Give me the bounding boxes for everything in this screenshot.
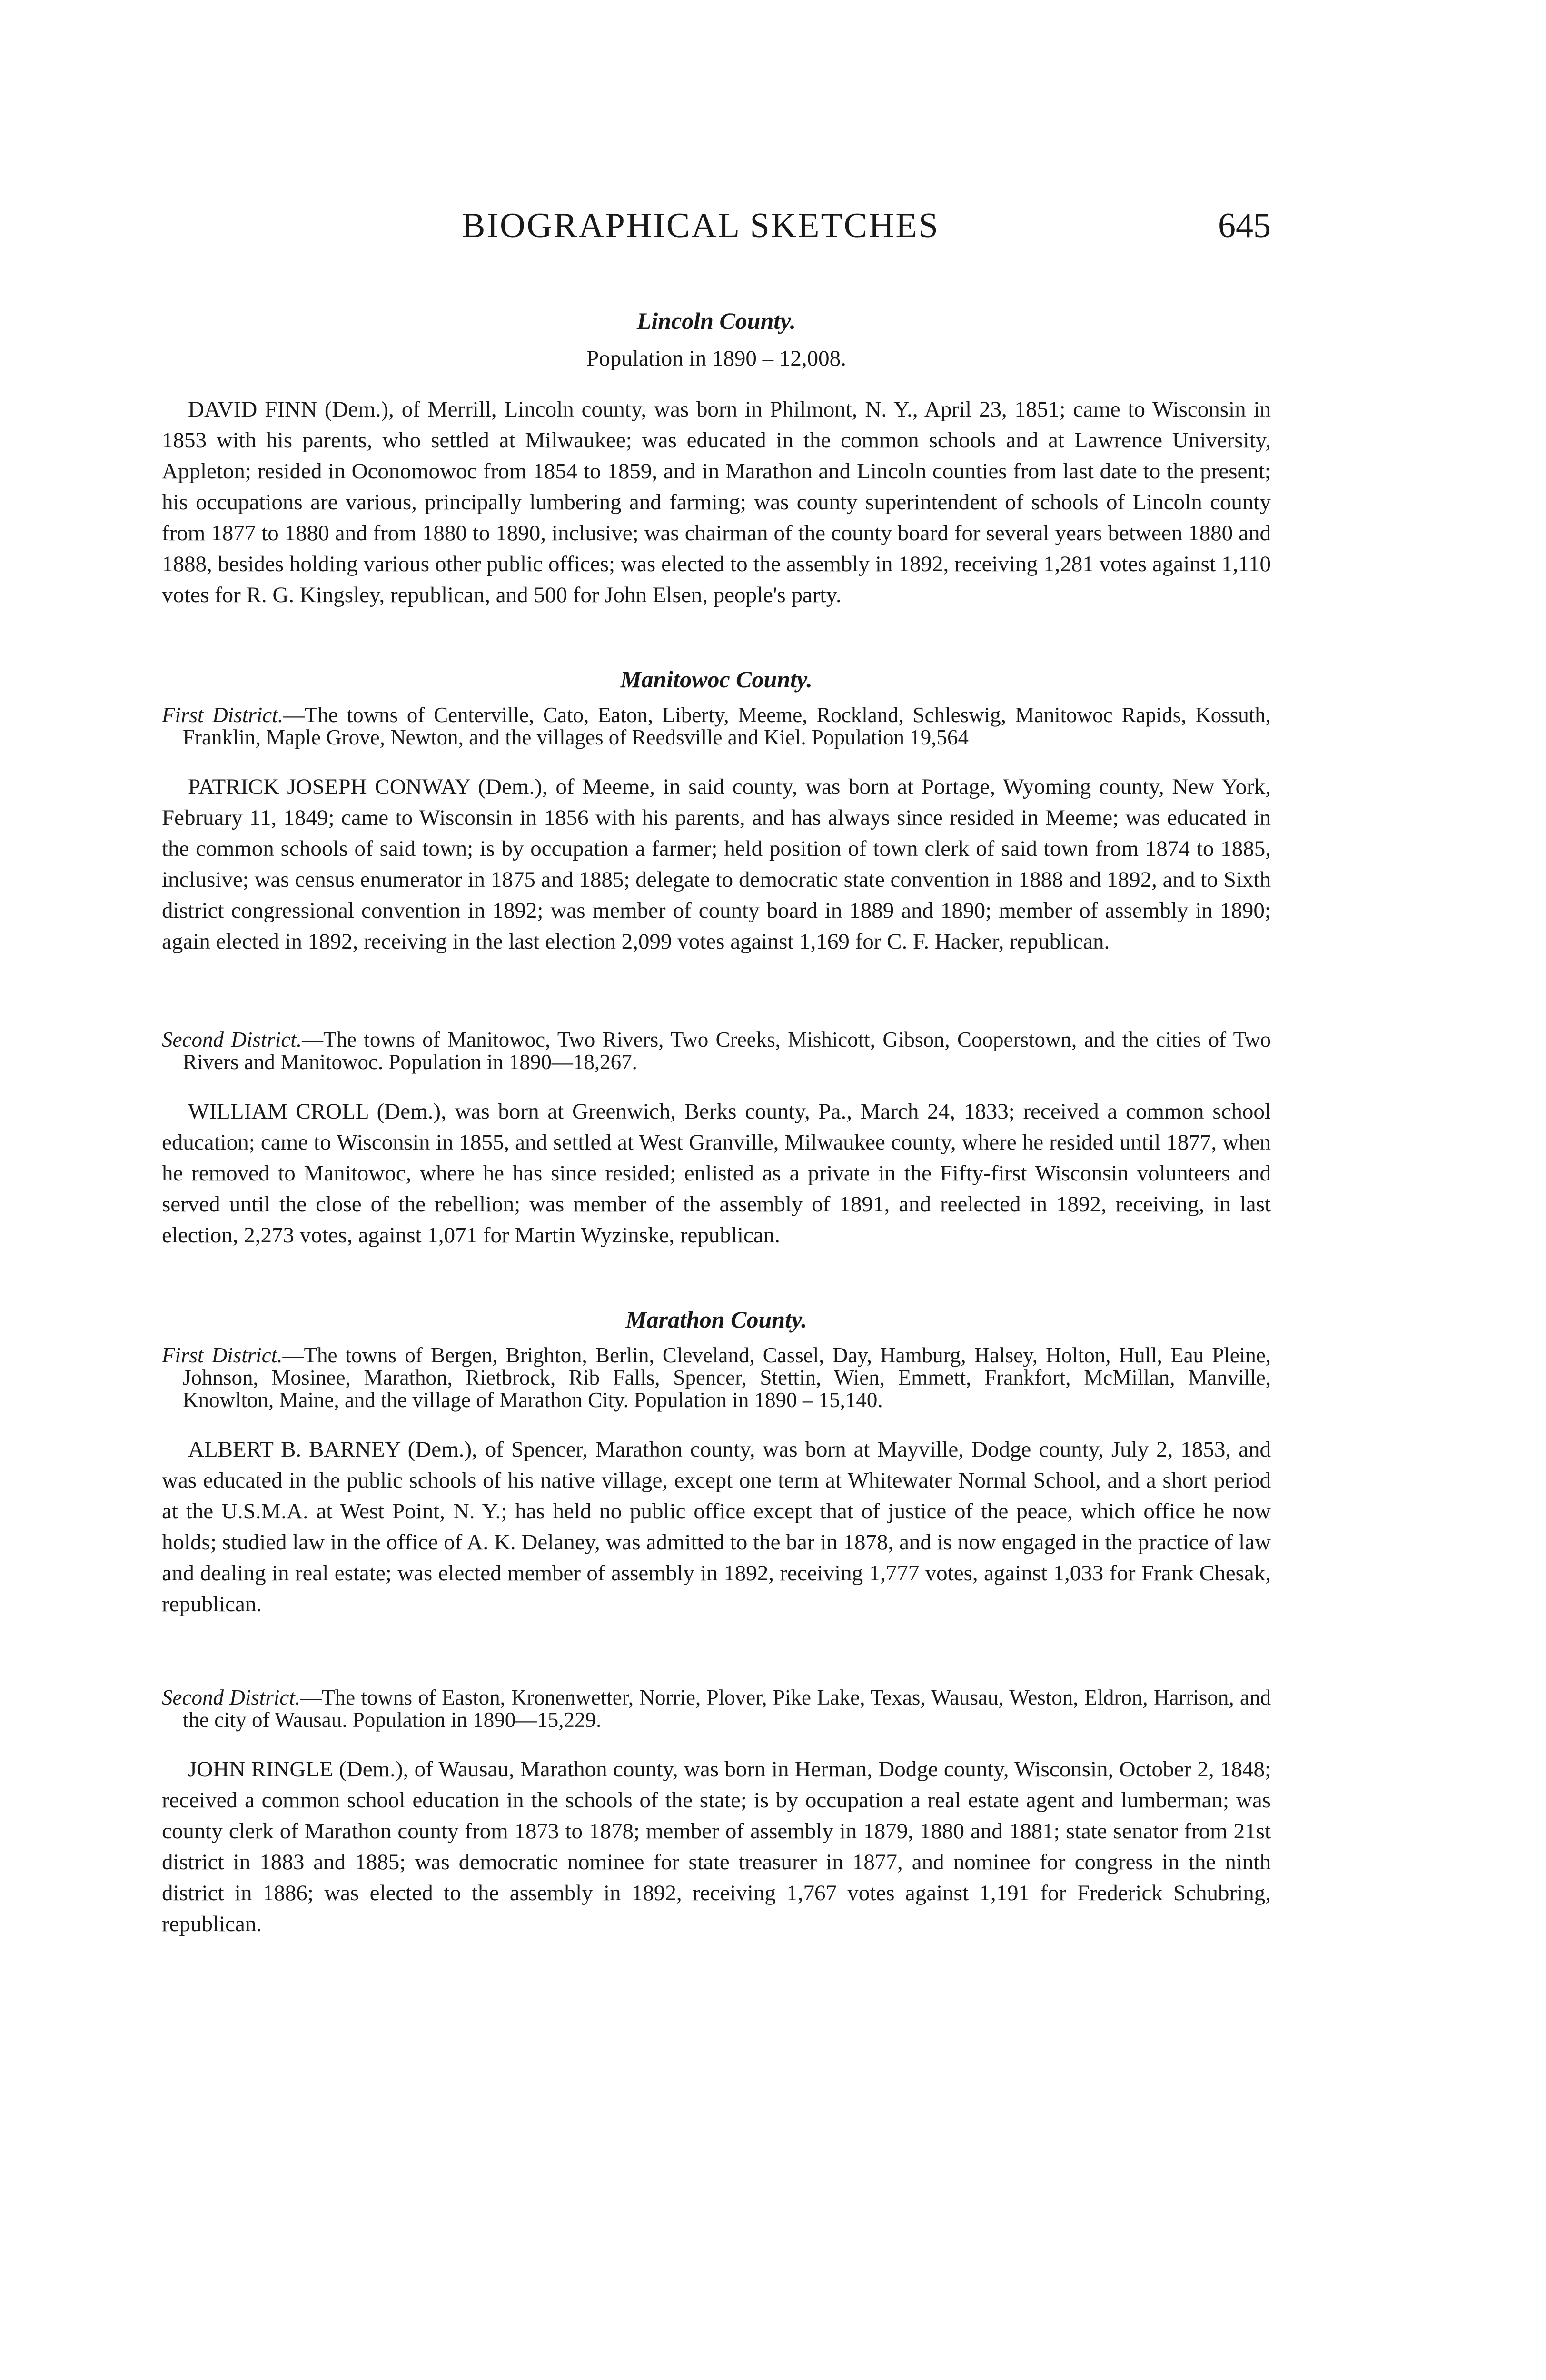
- spacer: [162, 957, 1271, 1029]
- sketch-david-finn: DAVID FINN (Dem.), of Merrill, Lincoln county, was born in Philmont, N. Y., April 23, 1851; came to Wisconsin in 1853 with his parents, who settled at Milwaukee; was educated in the common schools and at Lawrence University, Appleton; resided in Oconomowoc from 1854 to 1859, and in Marathon and Lincoln counties from last date to the present; his occupations are various, principally lumbering and farming; was county superintendent of schools of Lincoln county from 1877 to 1880 and from 1880 to 1890, inclusive; was chairman of the county board for several years between 1880 and 1888, besides holding various other public offices; was elected to the assembly in 1892, receiving 1,281 votes against 1,110 votes for R. G. Kingsley, republican, and 500 for John Elsen, people's party.: [162, 397, 1271, 607]
- district-text: —The towns of Easton, Kronenwetter, Norrie, Plover, Pike Lake, Texas, Wausau, Weston, Eldron, Harrison, and the city of Wausau. Population in 1890—15,229.: [183, 1686, 1271, 1732]
- county-heading-marathon: Marathon County.: [625, 1306, 807, 1333]
- district-label: First District.: [162, 1343, 283, 1367]
- spacer: [162, 1251, 1271, 1303]
- document-page: [162, 0, 1271, 2380]
- district-label: First District.: [162, 703, 283, 727]
- spacer: [162, 611, 1271, 663]
- sketch-john-ringle: JOHN RINGLE (Dem.), of Wausau, Marathon county, was born in Herman, Dodge county, Wisconsin, October 2, 1848; received a common school education in the schools of the state; is by occupation a real estate agent and lumberman; was county clerk of Marathon county from 1873 to 1878; member of assembly in 1879, 1880 and 1881; state senator from 21st district in 1883 and 1885; was democratic nominee for state treasurer in 1877, and nominee for congress in the ninth district in 1886; was elected to the assembly in 1892, receiving 1,767 votes against 1,191 for Frederick Schubring, republican.: [162, 1757, 1271, 1936]
- district-description-manitowoc-first: [162, 704, 1271, 749]
- district-description-manitowoc-second: [162, 1029, 1271, 1073]
- spacer: [162, 1620, 1271, 1686]
- sketch-albert-b-barney: ALBERT B. BARNEY (Dem.), of Spencer, Marathon county, was born at Mayville, Dodge county, July 2, 1853, and was educated in the public schools of his native village, except one term at Whitewater Normal School, and a short period at the U.S.M.A. at West Point, N. Y.; has held no public office except that of justice of the peace, which office he now holds; studied law in the office of A. K. Delaney, was admitted to the bar in 1878, and is now engaged in the practice of law and dealing in real estate; was elected member of assembly in 1892, receiving 1,777 votes, against 1,033 for Frank Chesak, republican.: [162, 1437, 1271, 1616]
- district-description-marathon-second: [162, 1686, 1271, 1731]
- sketch-patrick-joseph-conway: PATRICK JOSEPH CONWAY (Dem.), of Meeme, in said county, was born at Portage, Wyoming county, New York, February 11, 1849; came to Wisconsin in 1856 with his parents, and has always since resided in Meeme; was educated in the common schools of said town; is by occupation a farmer; held position of town clerk of said town from 1874 to 1885, inclusive; was census enumerator in 1875 and 1885; delegate to democratic state convention in 1888 and 1892, and to Sixth district congressional convention in 1892; was member of county board in 1889 and 1890; member of assembly in 1890; again elected in 1892, receiving in the last election 2,099 votes against 1,169 for C. F. Hacker, republican.: [162, 774, 1271, 954]
- district-label: Second District.: [162, 1028, 302, 1051]
- page-body: [162, 305, 1271, 1940]
- sketch-william-croll: WILLIAM CROLL (Dem.), was born at Greenwich, Berks county, Pa., March 24, 1833; received a common school education; came to Wisconsin in 1855, and settled at West Granville, Milwaukee county, where he resided until 1877, when he removed to Manitowoc, where he has since resided; enlisted as a private in the Fifty-first Wisconsin volunteers and served until the close of the rebellion; was member of the assembly of 1891, and reelected in 1892, receiving, in last election, 2,273 votes, against 1,071 for Martin Wyzinske, republican.: [162, 1099, 1271, 1248]
- district-label: Second District.: [162, 1686, 301, 1709]
- county-heading-manitowoc: Manitowoc County.: [620, 666, 813, 693]
- county-heading-lincoln: Lincoln County.: [636, 307, 796, 334]
- page-title: BIOGRAPHICAL SKETCHES: [462, 206, 940, 245]
- district-text: —The towns of Bergen, Brighton, Berlin, Cleveland, Cassel, Day, Hamburg, Halsey, Holton, Hull, Eau Pleine, Johnson, Mosinee, Marathon, Rietbrock, Rib Falls, Spencer, Stettin, Wien, Emmett, Frankfort, McMillan, Manville, Knowlton, Maine, and the village of Marathon City. Population in 1890 – 15,140.: [183, 1343, 1271, 1412]
- district-text: —The towns of Centerville, Cato, Eaton, Liberty, Meeme, Rockland, Schleswig, Manitowoc Rapids, Kossuth, Franklin, Maple Grove, Newton, and the villages of Reedsville and Kiel. Population 19,564: [183, 703, 1271, 749]
- page-number: 645: [1218, 206, 1271, 245]
- running-header: [162, 206, 1271, 248]
- population-lincoln: Population in 1890 – 12,008.: [586, 346, 846, 371]
- district-description-marathon-first: [162, 1344, 1271, 1411]
- district-text: —The towns of Manitowoc, Two Rivers, Two Creeks, Mishicott, Gibson, Cooperstown, and the cities of Two Rivers and Manitowoc. Population in 1890—18,267.: [183, 1028, 1271, 1074]
